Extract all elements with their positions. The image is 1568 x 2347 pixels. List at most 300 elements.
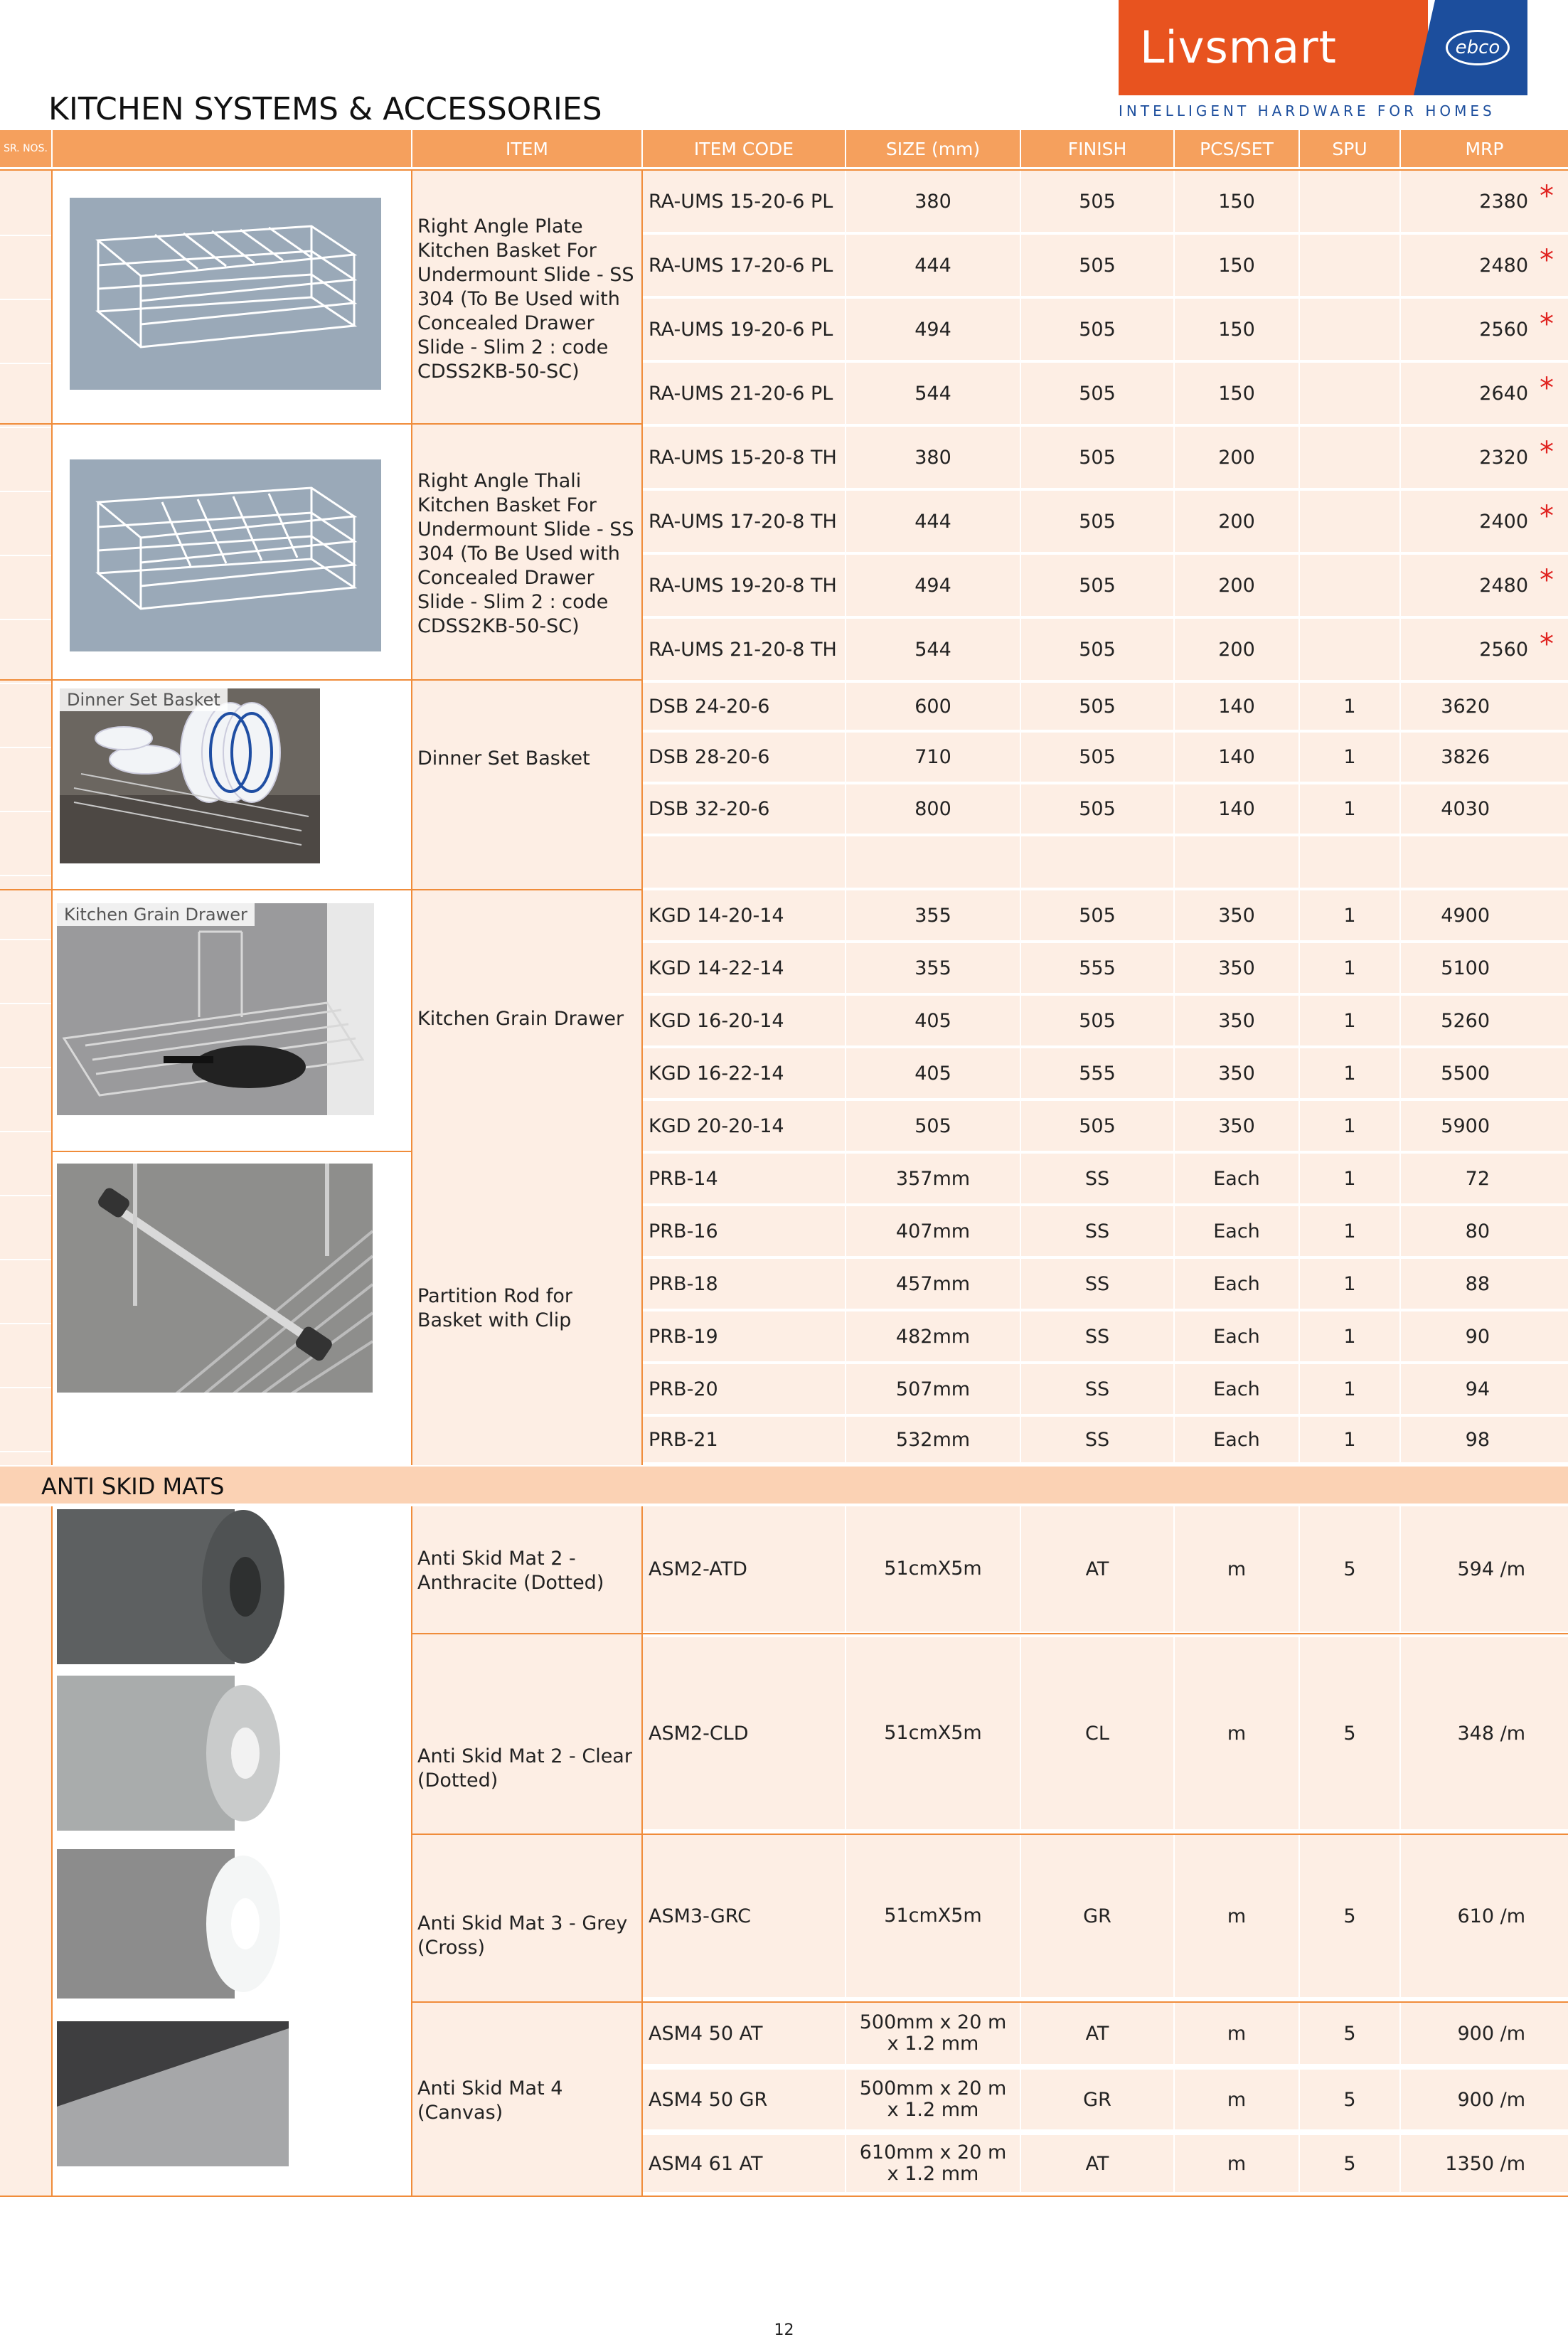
cell-pcs — [1175, 836, 1298, 888]
cell-mrp — [1401, 1101, 1568, 1151]
item-description: Right Angle Thali Kitchen Basket For Undermount Slide - SS 304 (To Be Used with Concealed Drawer Slide - Slim 2 : code CDSS2KB-50-SC) — [417, 470, 634, 637]
cell-finish-value: 505 — [1079, 1009, 1116, 1032]
cell-spu-value: 5 — [1343, 1558, 1356, 1580]
cell-finish — [1021, 299, 1173, 360]
cell-size — [846, 1417, 1020, 1462]
cell-finish — [1021, 491, 1173, 552]
cell-finish — [1021, 683, 1173, 730]
cell-spu — [1300, 299, 1399, 360]
cell-spu — [1300, 1637, 1399, 1829]
cell-mrp — [1401, 2135, 1568, 2192]
sr-divider — [0, 491, 51, 492]
cell-mrp-value: 4900 — [1441, 904, 1490, 927]
cell-finish — [1021, 2135, 1173, 2192]
cell-size — [846, 1101, 1020, 1151]
sr-divider — [0, 875, 51, 876]
cell-spu-value: 1 — [1343, 746, 1356, 768]
cell-finish — [1021, 1154, 1173, 1203]
cell-size — [846, 427, 1020, 488]
cell-finish-value: AT — [1085, 2152, 1109, 2175]
cell-code — [643, 2003, 845, 2064]
cell-mrp — [1401, 1835, 1568, 1997]
price-asterisk: * — [1540, 308, 1554, 341]
cell-code — [643, 1506, 845, 1632]
cell-pcs-value: m — [1227, 2022, 1247, 2045]
cell-size — [846, 555, 1020, 616]
cell-code — [643, 733, 845, 782]
partner-logo: ebco — [1446, 30, 1510, 65]
sr-divider — [0, 1003, 51, 1004]
cell-spu — [1300, 1154, 1399, 1203]
mat-clear-image — [57, 1676, 283, 1831]
cell-pcs — [1175, 235, 1298, 296]
cell-pcs-value: 200 — [1218, 510, 1255, 533]
cell-mrp-value: 2320 — [1479, 446, 1528, 469]
cell-pcs-value: 350 — [1218, 904, 1255, 927]
cell-spu — [1300, 171, 1399, 232]
price-asterisk: * — [1540, 244, 1554, 277]
cell-spu — [1300, 427, 1399, 488]
cell-code-value: KGD 14-20-14 — [649, 904, 784, 927]
cell-size-value: 500mm x 20 m x 1.2 mm — [859, 2077, 1007, 2121]
cell-spu — [1300, 943, 1399, 993]
image-caption: Kitchen Grain Drawer — [57, 903, 255, 926]
table-bottom-border — [0, 2196, 1568, 2197]
cell-mrp-value: 80 — [1465, 1220, 1490, 1242]
header-sr: SR. NOS. — [0, 130, 51, 167]
cell-code-value: RA-UMS 17-20-8 TH — [649, 510, 837, 533]
cell-pcs — [1175, 1048, 1298, 1098]
cell-spu-value: 1 — [1343, 1167, 1356, 1190]
cell-spu — [1300, 1364, 1399, 1414]
cell-pcs-value: m — [1227, 1722, 1247, 1745]
cell-mrp — [1401, 1364, 1568, 1414]
cell-pcs-value: 140 — [1218, 746, 1255, 768]
sr-divider — [0, 1195, 51, 1196]
cell-spu-value: 1 — [1343, 798, 1356, 820]
cell-mrp — [1401, 943, 1568, 993]
cell-size — [846, 2135, 1020, 2192]
cell-code-value: KGD 20-20-14 — [649, 1114, 784, 1137]
cell-finish — [1021, 235, 1173, 296]
cell-size — [846, 619, 1020, 680]
cell-code-value: DSB 24-20-6 — [649, 695, 770, 718]
cell-size-value: 482mm — [895, 1325, 971, 1348]
cell-size-value: 51cmX5m — [884, 1722, 982, 1744]
cell-pcs — [1175, 1206, 1298, 1256]
cell-code-value: RA-UMS 21-20-6 PL — [649, 382, 833, 405]
cell-spu-value: 1 — [1343, 695, 1356, 718]
cell-code-value: RA-UMS 15-20-6 PL — [649, 190, 833, 213]
partition-rod-image — [57, 1164, 373, 1393]
cell-mrp-value: 3620 — [1441, 695, 1490, 718]
cell-pcs — [1175, 1154, 1298, 1203]
sr-column — [0, 1506, 51, 2196]
cell-pcs-value: 350 — [1218, 1062, 1255, 1085]
cell-pcs-value: 350 — [1218, 1114, 1255, 1137]
page-number: 12 — [774, 2321, 794, 2339]
cell-size-value: 610mm x 20 m x 1.2 mm — [859, 2141, 1007, 2185]
cell-size — [846, 1364, 1020, 1414]
cell-finish-value: SS — [1084, 1272, 1110, 1295]
price-asterisk: * — [1540, 500, 1554, 533]
cell-code-value: PRB-19 — [649, 1325, 718, 1348]
cell-mrp — [1401, 836, 1568, 888]
cell-code — [643, 1259, 845, 1309]
cell-mrp — [1401, 1048, 1568, 1098]
cell-pcs-value: Each — [1213, 1325, 1260, 1348]
sr-divider — [0, 1131, 51, 1132]
sr-divider — [0, 235, 51, 236]
cell-finish-value: SS — [1084, 1167, 1110, 1190]
cell-code — [643, 619, 845, 680]
sr-divider — [0, 811, 51, 812]
cell-spu-value: 1 — [1343, 1428, 1356, 1451]
cell-pcs — [1175, 1259, 1298, 1309]
cell-size — [846, 235, 1020, 296]
cell-size-value: 494 — [914, 318, 951, 341]
grain-drawer-image — [57, 903, 374, 1115]
cell-code-value: PRB-20 — [649, 1378, 718, 1400]
logo-text: Livsmart — [1140, 21, 1337, 73]
cell-mrp — [1401, 1417, 1568, 1462]
cell-finish-value: SS — [1084, 1428, 1110, 1451]
cell-pcs-value: 200 — [1218, 446, 1255, 469]
cell-finish-value: 505 — [1079, 574, 1116, 597]
cell-code-value: RA-UMS 21-20-8 TH — [649, 638, 837, 661]
sr-column — [0, 171, 51, 1465]
cell-pcs-value: 200 — [1218, 638, 1255, 661]
cell-size — [846, 2070, 1020, 2129]
cell-pcs-value: Each — [1213, 1378, 1260, 1400]
cell-mrp-value: 610 /m — [1457, 1905, 1525, 1927]
item-description: Partition Rod for Basket with Clip — [417, 1285, 573, 1331]
header-mrp: MRP — [1401, 130, 1568, 167]
cell-finish-value: 555 — [1079, 1062, 1116, 1085]
cell-pcs-value: Each — [1213, 1220, 1260, 1242]
cell-mrp — [1401, 235, 1568, 296]
item-description: Dinner Set Basket — [417, 747, 590, 770]
cell-mrp — [1401, 784, 1568, 834]
cell-pcs — [1175, 996, 1298, 1045]
cell-pcs-value: m — [1227, 2152, 1247, 2175]
cell-spu — [1300, 1506, 1399, 1632]
cell-code-value: ASM4 50 AT — [649, 2022, 763, 2045]
cell-spu — [1300, 733, 1399, 782]
cell-code — [643, 996, 845, 1045]
cell-code — [643, 784, 845, 834]
cell-size-value: 544 — [914, 382, 951, 405]
cell-size — [846, 299, 1020, 360]
cell-mrp-value: 5260 — [1441, 1009, 1490, 1032]
cell-finish-value: 505 — [1079, 798, 1116, 820]
cell-mrp — [1401, 733, 1568, 782]
cell-pcs-value: 140 — [1218, 798, 1255, 820]
item-description: Right Angle Plate Kitchen Basket For Undermount Slide - SS 304 (To Be Used with Concealed Drawer Slide - Slim 2 : code CDSS2KB-50-SC) — [417, 215, 634, 383]
cell-pcs — [1175, 2070, 1298, 2129]
cell-code — [643, 491, 845, 552]
cell-code — [643, 1637, 845, 1829]
cell-mrp-value: 3826 — [1441, 746, 1490, 768]
dinner-set-basket-image — [60, 688, 320, 863]
cell-finish — [1021, 1101, 1173, 1151]
cell-mrp — [1401, 683, 1568, 730]
cell-pcs — [1175, 683, 1298, 730]
cell-spu — [1300, 363, 1399, 424]
group-divider — [0, 423, 643, 425]
cell-code-value: RA-UMS 19-20-6 PL — [649, 318, 833, 341]
cell-size-value: 380 — [914, 446, 951, 469]
cell-size — [846, 1259, 1020, 1309]
cell-code — [643, 1835, 845, 1997]
cell-spu-value: 1 — [1343, 1009, 1356, 1032]
cell-mrp-value: 900 /m — [1457, 2088, 1525, 2111]
sr-divider — [0, 555, 51, 556]
cell-size — [846, 996, 1020, 1045]
cell-spu — [1300, 2070, 1399, 2129]
cell-mrp-value: 2380 — [1479, 190, 1528, 213]
cell-size — [846, 1637, 1020, 1829]
section-title: ANTI SKID MATS — [41, 1473, 225, 1500]
cell-finish — [1021, 427, 1173, 488]
cell-finish-value: GR — [1083, 1905, 1111, 1927]
cell-pcs — [1175, 491, 1298, 552]
sr-divider — [0, 427, 51, 428]
price-asterisk: * — [1540, 628, 1554, 661]
mat-grey-image — [57, 1849, 284, 1999]
cell-finish — [1021, 171, 1173, 232]
cell-pcs — [1175, 1506, 1298, 1632]
cell-pcs-value: m — [1227, 1905, 1247, 1927]
cell-spu — [1300, 1206, 1399, 1256]
cell-spu-value: 5 — [1343, 1905, 1356, 1927]
cell-code — [643, 171, 845, 232]
cell-code-value: KGD 16-22-14 — [649, 1062, 784, 1085]
cell-finish-value: 505 — [1079, 382, 1116, 405]
cell-mrp — [1401, 1637, 1568, 1829]
cell-finish-value: 555 — [1079, 957, 1116, 979]
cell-finish-value: AT — [1085, 2022, 1109, 2045]
cell-code-value: DSB 32-20-6 — [649, 798, 770, 820]
column-divider — [51, 171, 53, 1465]
cell-size — [846, 363, 1020, 424]
cell-mrp — [1401, 491, 1568, 552]
cell-spu-value: 1 — [1343, 1325, 1356, 1348]
cell-finish-value: 505 — [1079, 1114, 1116, 1137]
page-title: KITCHEN SYSTEMS & ACCESSORIES — [48, 91, 602, 127]
cell-mrp — [1401, 2070, 1568, 2129]
thali-basket-image — [70, 459, 381, 651]
cell-size — [846, 890, 1020, 940]
cell-size — [846, 491, 1020, 552]
cell-spu-value: 1 — [1343, 1062, 1356, 1085]
cell-spu — [1300, 1311, 1399, 1361]
cell-size — [846, 836, 1020, 888]
cell-spu — [1300, 1417, 1399, 1462]
cell-mrp — [1401, 1259, 1568, 1309]
cell-finish — [1021, 943, 1173, 993]
cell-pcs — [1175, 1101, 1298, 1151]
cell-size-value: 355 — [914, 904, 951, 927]
cell-finish — [1021, 836, 1173, 888]
cell-spu-value: 1 — [1343, 1220, 1356, 1242]
cell-pcs-value: m — [1227, 1558, 1247, 1580]
cell-spu — [1300, 555, 1399, 616]
cell-code — [643, 1206, 845, 1256]
cell-spu — [1300, 491, 1399, 552]
cell-spu-value: 1 — [1343, 957, 1356, 979]
cell-finish — [1021, 2003, 1173, 2064]
cell-finish — [1021, 1206, 1173, 1256]
cell-mrp-value: 2640 — [1479, 382, 1528, 405]
group-divider — [53, 1151, 411, 1152]
cell-size — [846, 1835, 1020, 1997]
cell-pcs-value: Each — [1213, 1167, 1260, 1190]
header-finish: FINISH — [1021, 130, 1173, 167]
cell-mrp — [1401, 555, 1568, 616]
cell-pcs-value: Each — [1213, 1272, 1260, 1295]
column-divider — [411, 1506, 412, 2196]
price-asterisk: * — [1540, 180, 1554, 213]
cell-spu-value: 5 — [1343, 2022, 1356, 2045]
cell-size-value: 532mm — [895, 1428, 971, 1451]
cell-size-value: 405 — [914, 1062, 951, 1085]
cell-finish-value: 505 — [1079, 746, 1116, 768]
cell-code — [643, 1364, 845, 1414]
cell-size-value: 444 — [914, 510, 951, 533]
mat-canvas-image — [57, 2021, 289, 2166]
cell-finish — [1021, 1259, 1173, 1309]
cell-pcs — [1175, 619, 1298, 680]
cell-code — [643, 1417, 845, 1462]
cell-code-value: KGD 16-20-14 — [649, 1009, 784, 1032]
cell-spu-value: 5 — [1343, 2088, 1356, 2111]
cell-code-value: KGD 14-22-14 — [649, 957, 784, 979]
cell-size-value: 444 — [914, 254, 951, 277]
cell-code-value: RA-UMS 17-20-6 PL — [649, 254, 833, 277]
cell-code — [643, 299, 845, 360]
sr-divider — [0, 1387, 51, 1388]
cell-pcs-value: Each — [1213, 1428, 1260, 1451]
cell-mrp — [1401, 1311, 1568, 1361]
cell-mrp — [1401, 619, 1568, 680]
cell-size — [846, 171, 1020, 232]
cell-size-value: 500mm x 20 m x 1.2 mm — [859, 2011, 1007, 2055]
cell-pcs-value: 150 — [1218, 382, 1255, 405]
sr-divider — [0, 363, 51, 364]
cell-pcs — [1175, 733, 1298, 782]
sr-divider — [0, 747, 51, 748]
cell-mrp — [1401, 299, 1568, 360]
cell-size-value: 710 — [914, 746, 951, 768]
cell-mrp — [1401, 1154, 1568, 1203]
cell-pcs-value: 150 — [1218, 190, 1255, 213]
cell-pcs — [1175, 171, 1298, 232]
cell-size — [846, 1154, 1020, 1203]
item-description: Anti Skid Mat 4 (Canvas) — [417, 2077, 563, 2124]
cell-pcs — [1175, 784, 1298, 834]
cell-spu — [1300, 996, 1399, 1045]
cell-pcs — [1175, 890, 1298, 940]
cell-finish — [1021, 1506, 1173, 1632]
cell-pcs-value: m — [1227, 2088, 1247, 2111]
cell-finish — [1021, 363, 1173, 424]
cell-size-value: 51cmX5m — [884, 1558, 982, 1580]
column-divider — [411, 171, 412, 1465]
cell-size-value: 457mm — [895, 1272, 971, 1295]
sr-divider — [0, 939, 51, 940]
cell-mrp-value: 2400 — [1479, 510, 1528, 533]
cell-spu-value: 5 — [1343, 1722, 1356, 1745]
cell-finish — [1021, 1364, 1173, 1414]
cell-spu-value: 1 — [1343, 1272, 1356, 1295]
cell-size-value: 505 — [914, 1114, 951, 1137]
cell-spu — [1300, 890, 1399, 940]
cell-pcs — [1175, 2003, 1298, 2064]
cell-code — [643, 1048, 845, 1098]
cell-spu — [1300, 235, 1399, 296]
cell-finish — [1021, 2070, 1173, 2129]
item-description: Anti Skid Mat 3 - Grey (Cross) — [417, 1912, 628, 1959]
item-description: Anti Skid Mat 2 - Anthracite (Dotted) — [417, 1548, 604, 1594]
cell-code-value: PRB-21 — [649, 1428, 718, 1451]
cell-size-value: 600 — [914, 695, 951, 718]
price-asterisk: * — [1540, 436, 1554, 469]
cell-pcs — [1175, 427, 1298, 488]
cell-spu-value: 1 — [1343, 1114, 1356, 1137]
cell-mrp-value: 348 /m — [1457, 1722, 1525, 1745]
column-divider — [51, 1506, 53, 2196]
price-asterisk: * — [1540, 372, 1554, 405]
item-description: Kitchen Grain Drawer — [417, 1008, 624, 1030]
cell-finish-value: AT — [1085, 1558, 1109, 1580]
cell-size-value: 357mm — [895, 1167, 971, 1190]
cell-code-value: ASM4 61 AT — [649, 2152, 763, 2175]
cell-code — [643, 890, 845, 940]
cell-pcs — [1175, 1835, 1298, 1997]
cell-code-value: RA-UMS 19-20-8 TH — [649, 574, 837, 597]
header-size: SIZE (mm) — [846, 130, 1020, 167]
cell-size — [846, 1206, 1020, 1256]
sr-divider — [0, 1067, 51, 1068]
cell-finish — [1021, 733, 1173, 782]
cell-spu — [1300, 1835, 1399, 1997]
cell-pcs-value: 150 — [1218, 318, 1255, 341]
cell-pcs-value: 350 — [1218, 1009, 1255, 1032]
cell-spu — [1300, 1101, 1399, 1151]
cell-pcs — [1175, 1637, 1298, 1829]
cell-size — [846, 943, 1020, 993]
cell-finish — [1021, 1311, 1173, 1361]
cell-pcs — [1175, 299, 1298, 360]
cell-size-value: 407mm — [895, 1220, 971, 1242]
item-description: Anti Skid Mat 2 - Clear (Dotted) — [417, 1745, 632, 1792]
cell-size-value: 380 — [914, 190, 951, 213]
cell-finish — [1021, 784, 1173, 834]
cell-spu — [1300, 836, 1399, 888]
cell-mrp-value: 900 /m — [1457, 2022, 1525, 2045]
cell-finish-value: 505 — [1079, 638, 1116, 661]
cell-code-value: PRB-14 — [649, 1167, 718, 1190]
cell-mrp — [1401, 171, 1568, 232]
cell-finish-value: 505 — [1079, 254, 1116, 277]
sr-divider — [0, 683, 51, 684]
cell-mrp — [1401, 2003, 1568, 2064]
cell-code — [643, 1154, 845, 1203]
cell-mrp-value: 594 /m — [1457, 1558, 1525, 1580]
cell-code-value: PRB-18 — [649, 1272, 718, 1295]
cell-mrp — [1401, 890, 1568, 940]
